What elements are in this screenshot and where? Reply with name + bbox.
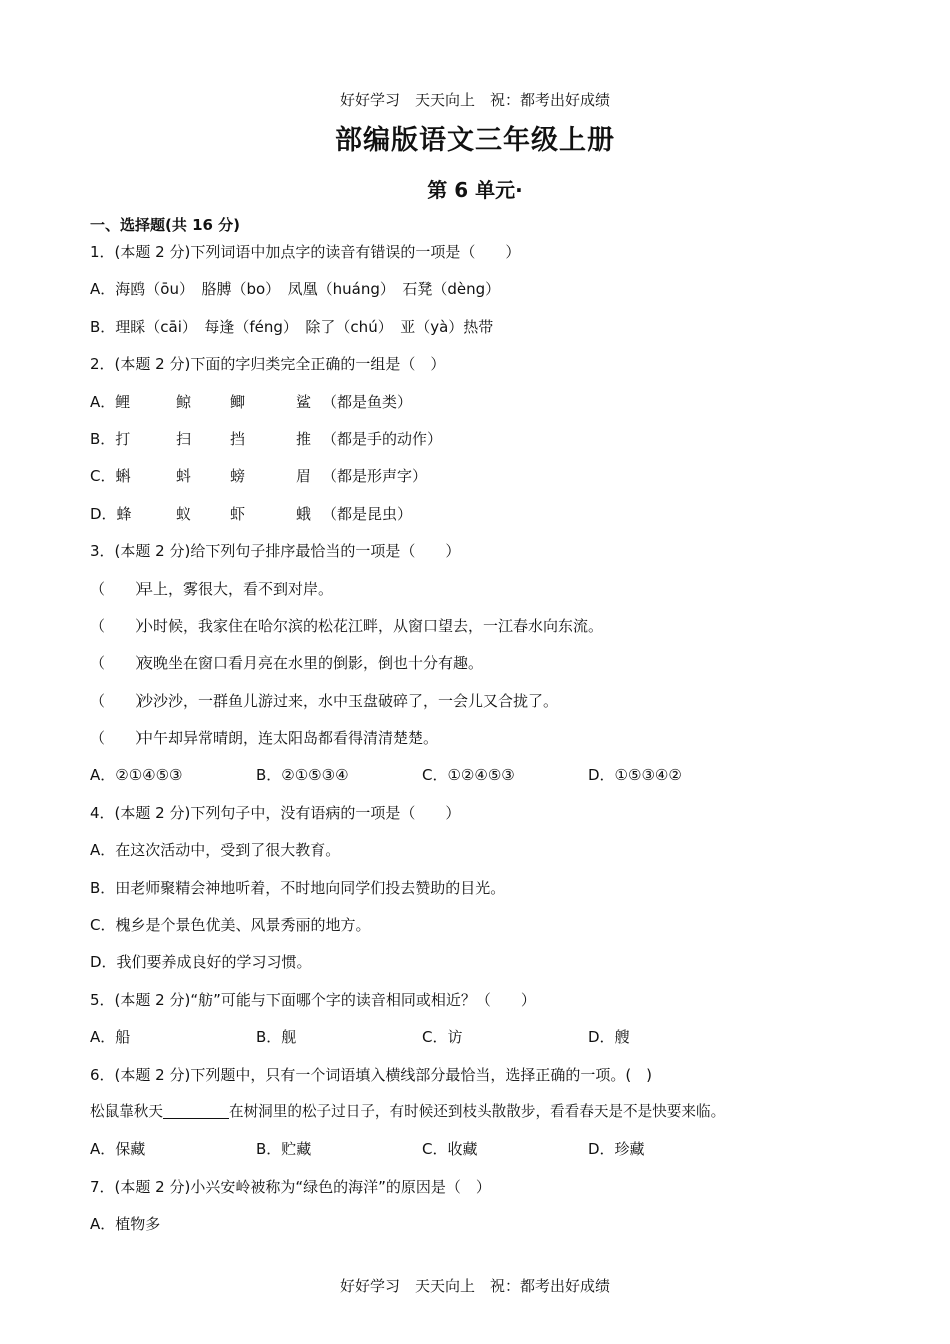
page-subtitle: 第 6 单元· bbox=[427, 178, 523, 202]
q3-paren-5: （ ） bbox=[90, 729, 151, 748]
q2-c-char4: 眉 bbox=[296, 467, 312, 486]
q5-stem: 5．(本题 2 分)“舫”可能与下面哪个字的读音相同或相近？（ ） bbox=[90, 990, 536, 1009]
q2-b-char4: 推 bbox=[296, 429, 312, 448]
q3-option-a: A．②①④⑤③ bbox=[90, 766, 183, 785]
q6-stem: 6．(本题 2 分)下列题中，只有一个词语填入横线部分最恰当，选择正确的一项。( ) bbox=[90, 1065, 653, 1084]
q6-sentence bbox=[90, 1100, 870, 1137]
q6-option-a: A．保藏 bbox=[90, 1140, 146, 1159]
q4-option-c: C．槐乡是个景色优美、风景秀丽的地方。 bbox=[90, 916, 371, 935]
q3-paren-1: （ ） bbox=[90, 579, 151, 598]
q2-c-char1: C．蝌 bbox=[90, 467, 131, 486]
page-footer: 好好学习 天天向上 祝：都考出好成绩 bbox=[339, 1277, 610, 1295]
q5-option-c: C．访 bbox=[422, 1028, 463, 1047]
q3-paren-4: （ ） bbox=[90, 691, 151, 710]
q2-d-char1: D．蜂 bbox=[90, 504, 132, 523]
q3-paren-3: （ ） bbox=[90, 654, 151, 673]
q3-sentence-3 bbox=[90, 651, 870, 688]
q2-d-char4: 蛾 bbox=[296, 504, 312, 523]
q6-option-c: C．收藏 bbox=[422, 1140, 478, 1159]
q4-option-d: D．我们要养成良好的学习习惯。 bbox=[90, 953, 312, 972]
page-title: 部编版语文三年级上册 bbox=[335, 125, 615, 156]
q2-option-a bbox=[90, 390, 870, 427]
q2-d-char3: 虾 bbox=[230, 504, 246, 523]
q6-sentence-before: 松鼠靠秋天 bbox=[90, 1102, 163, 1120]
q2-c-char2: 蚪 bbox=[176, 467, 192, 486]
q3-text-1: 早上，雾很大，看不到对岸。 bbox=[138, 579, 334, 598]
q2-stem: 2．(本题 2 分)下面的字归类完全正确的一组是（ ） bbox=[90, 355, 446, 374]
q3-sentence-4 bbox=[90, 689, 870, 726]
question-content bbox=[90, 213, 870, 1250]
q5-option-d: D．艘 bbox=[588, 1028, 630, 1047]
q1-option-b: B．理睬（cāi） 每逢（féng） 除了（chú） 亚（yà）热带 bbox=[90, 317, 494, 336]
q3-text-5: 中午却异常晴朗，连太阳岛都看得清清楚楚。 bbox=[138, 729, 439, 748]
q2-a-char1: A．鲤 bbox=[90, 392, 131, 411]
q2-option-d bbox=[90, 502, 870, 539]
q2-b-note: （都是手的动作） bbox=[322, 429, 443, 448]
q3-sentence-5 bbox=[90, 726, 870, 763]
q6-option-b: B．贮藏 bbox=[256, 1140, 312, 1159]
q1-stem: 1．(本题 2 分)下列词语中加点字的读音有错误的一项是（ ） bbox=[90, 243, 521, 261]
q5-option-a: A．船 bbox=[90, 1028, 131, 1047]
q2-b-char2: 扫 bbox=[176, 429, 192, 448]
q2-c-char3: 螃 bbox=[230, 467, 246, 486]
q6-sentence-after: 在树洞里的松子过日子，有时候还到枝头散散步，看看春天是不是快要来临。 bbox=[228, 1102, 726, 1120]
page-header: 好好学习 天天向上 祝：都考出好成绩 bbox=[339, 91, 610, 109]
q2-b-char3: 挡 bbox=[230, 429, 246, 448]
q3-sentence-1 bbox=[90, 577, 870, 614]
q3-option-d: D．①⑤③④② bbox=[588, 766, 682, 785]
q2-a-char2: 鲸 bbox=[176, 392, 192, 411]
q2-a-note: （都是鱼类） bbox=[322, 392, 413, 411]
q4-option-b: B．田老师聚精会神地听着，不时地向同学们投去赞助的目光。 bbox=[90, 878, 506, 897]
q3-sentence-2 bbox=[90, 614, 870, 651]
q2-c-note: （都是形声字） bbox=[322, 467, 428, 486]
q2-b-char1: B．打 bbox=[90, 429, 131, 448]
q2-d-char2: 蚁 bbox=[176, 504, 192, 523]
q5-options bbox=[90, 1025, 870, 1062]
q3-stem: 3．(本题 2 分)给下列句子排序最恰当的一项是（ ） bbox=[90, 542, 461, 561]
q3-paren-2: （ ） bbox=[90, 616, 151, 635]
q3-text-2: 小时候，我家住在哈尔滨的松花江畔，从窗口望去，一江春水向东流。 bbox=[138, 616, 604, 635]
q6-fill-blank bbox=[163, 1100, 229, 1119]
q2-option-c bbox=[90, 464, 870, 501]
q6-option-d: D．珍藏 bbox=[588, 1140, 645, 1159]
q7-stem: 7．(本题 2 分)小兴安岭被称为“绿色的海洋”的原因是（ ） bbox=[90, 1177, 491, 1196]
q7-option-a: A．植物多 bbox=[90, 1215, 161, 1234]
q4-stem: 4．(本题 2 分)下列句子中，没有语病的一项是（ ） bbox=[90, 803, 461, 822]
q2-a-char4: 鲨 bbox=[296, 392, 312, 411]
q2-a-char3: 鲫 bbox=[230, 392, 246, 411]
section-heading: 一、选择题(共 16 分) bbox=[90, 216, 241, 234]
q3-option-c: C．①②④⑤③ bbox=[422, 766, 515, 785]
q2-option-b bbox=[90, 427, 870, 464]
q5-option-b: B．舰 bbox=[256, 1028, 297, 1047]
q3-option-b: B．②①⑤③④ bbox=[256, 766, 349, 785]
q3-text-4: 沙沙沙，一群鱼儿游过来，水中玉盘破碎了，一会儿又合拢了。 bbox=[138, 691, 559, 710]
q6-options bbox=[90, 1137, 870, 1174]
q2-d-note: （都是昆虫） bbox=[322, 504, 413, 523]
q3-text-3: 夜晚坐在窗口看月亮在水里的倒影，倒也十分有趣。 bbox=[138, 654, 484, 673]
q1-option-a: A．海鸥（ōu） 胳膊（bo） 凤凰（huáng） 石凳（dèng） bbox=[90, 280, 501, 299]
q3-options bbox=[90, 763, 870, 800]
q4-option-a: A．在这次活动中，受到了很大教育。 bbox=[90, 841, 341, 860]
